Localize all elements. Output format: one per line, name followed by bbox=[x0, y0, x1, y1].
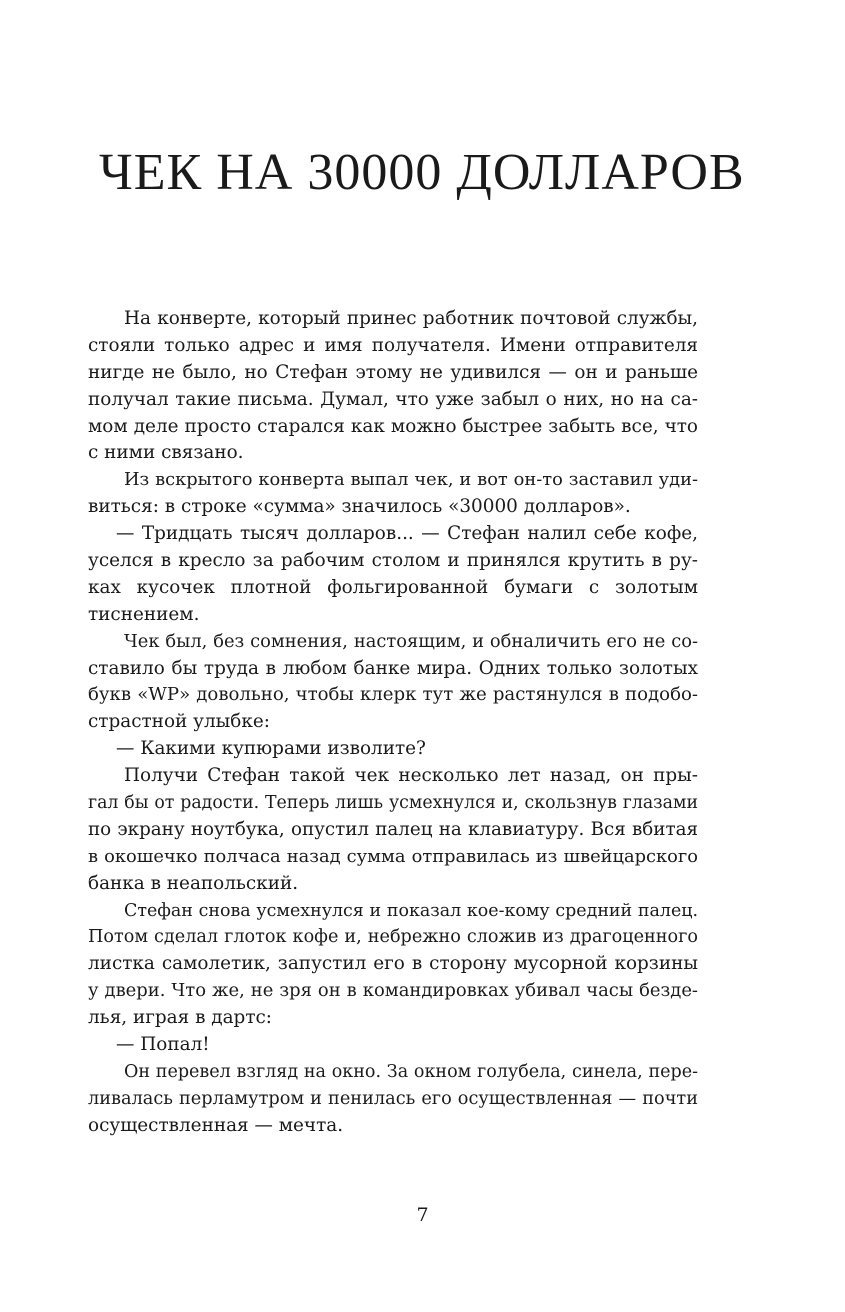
text-line: Чек был, без сомнения, настоящим, и обналичить его не со- bbox=[124, 630, 698, 652]
text-line: гал бы от радости. Теперь лишь усмехнулся и, скользнув глазами bbox=[88, 793, 698, 814]
text-line: страстной улыбке: bbox=[88, 711, 270, 733]
text-line: ставило бы труда в любом банке мира. Одних только золотых bbox=[88, 657, 698, 679]
text-line: в окошечко полчаса назад сумма отправилась из швейцарского bbox=[88, 845, 698, 867]
text-line: банка в неапольский. bbox=[88, 872, 299, 894]
text-line: по экрану ноутбука, опустил палец на клавиатуру. Вся вбитая bbox=[88, 818, 698, 840]
text-line: лья, играя в дартс: bbox=[88, 1007, 272, 1029]
text-line: стояли только адрес и имя получателя. Имени отправителя bbox=[88, 334, 698, 356]
chapter-title: ЧЕК НА 30000 ДОЛЛАРОВ bbox=[99, 144, 745, 201]
text-line: На конверте, который принес работник почтовой службы, bbox=[124, 308, 698, 329]
text-line: Он перевел взгляд на окно. За окном голубела, синела, пере- bbox=[124, 1061, 698, 1082]
text-line: — Попал! bbox=[116, 1034, 210, 1056]
text-line: ливалась перламутром и пенилась его осуществленная — почти bbox=[88, 1088, 698, 1109]
text-line: у двери. Что же, не зря он в командировках убивал часы безде- bbox=[88, 980, 698, 1002]
text-line: ках кусочек плотной фольгированной бумаги с золотым bbox=[88, 576, 698, 598]
text-line: Потом сделал глоток кофе и, небрежно сложив из драгоценного bbox=[88, 927, 698, 948]
text-line: получал такие письма. Думал, что уже забыл о них, но на са- bbox=[88, 388, 698, 410]
text-line: мом деле просто старался как можно быстрее забыть все, что bbox=[88, 415, 698, 437]
page-number: 7 bbox=[416, 1204, 429, 1226]
text-line: виться: в строке «сумма» значилось «30000 долларов». bbox=[88, 496, 631, 518]
text-line: с ними связано. bbox=[88, 442, 244, 464]
text-line: Стефан снова усмехнулся и показал кое-кому средний палец. bbox=[124, 900, 698, 921]
chapter-body bbox=[88, 306, 698, 1140]
text-line: листка самолетик, запустил его в сторону мусорной корзины bbox=[88, 953, 698, 975]
text-line: тиснением. bbox=[88, 603, 200, 625]
text-line: осуществленная — мечта. bbox=[88, 1114, 344, 1136]
text-line: нигде не было, но Стефан этому не удивился — он и раньше bbox=[88, 361, 698, 383]
text-line: — Какими купюрами изволите? bbox=[116, 738, 426, 760]
text-line: Из вскрытого конверта выпал чек, и вот он-то заставил уди- bbox=[124, 469, 698, 491]
text-line: — Тридцать тысяч долларов... — Стефан налил себе кофе, bbox=[116, 523, 698, 545]
text-line: уселся в кресло за рабочим столом и принялся крутить в ру- bbox=[88, 550, 698, 572]
text-line: букв «WP» довольно, чтобы клерк тут же растянулся в подобо- bbox=[88, 684, 698, 706]
text-line: Получи Стефан такой чек несколько лет назад, он пры- bbox=[124, 765, 698, 787]
